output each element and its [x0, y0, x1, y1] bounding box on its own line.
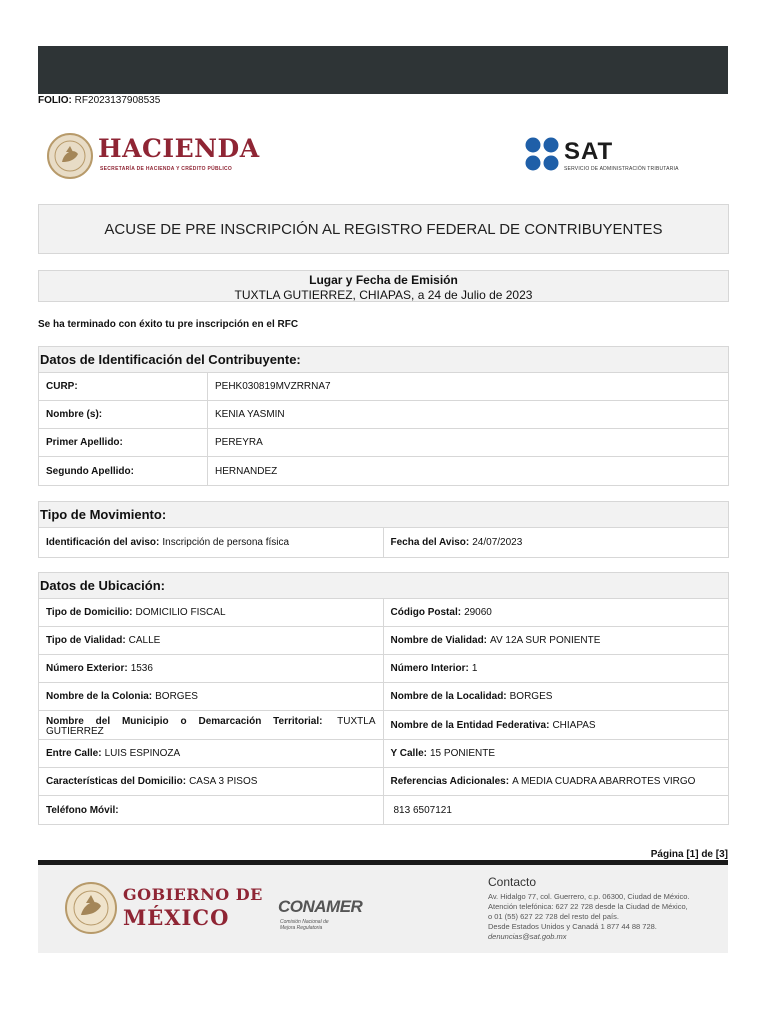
- table-row: [39, 401, 728, 429]
- mexico-seal-icon: [64, 879, 118, 937]
- municipio-label: Nombre del Municipio o Demarcación Territorial:: [46, 715, 323, 727]
- table-row: [39, 528, 728, 557]
- telefono-movil: [39, 796, 384, 824]
- nombre-vialidad-value: AV 12A SUR PONIENTE: [490, 635, 601, 646]
- colonia-value: BORGES: [155, 691, 198, 702]
- tipo-vialidad-label: Tipo de Vialidad:: [46, 635, 126, 646]
- numero-exterior: [39, 655, 384, 682]
- sat-subtitle: SERVICIO DE ADMINISTRACIÓN TRIBUTARIA: [564, 166, 679, 172]
- table-row: [39, 429, 728, 457]
- conamer-wordmark: CONAMER: [278, 897, 363, 916]
- entidad-federativa-label: Nombre de la Entidad Federativa:: [390, 719, 550, 731]
- hacienda-wordmark: HACIENDA: [98, 134, 260, 163]
- localidad-label: Nombre de la Localidad:: [390, 691, 507, 702]
- municipio-value: TUXTLA GUTIERREZ: [46, 715, 376, 737]
- place-date-box: [38, 270, 729, 302]
- numero-exterior-value: 1536: [130, 663, 153, 674]
- telefono-movil-number: [384, 796, 729, 824]
- caracteristicas: [39, 768, 384, 795]
- movimiento-section: [38, 501, 729, 558]
- numero-interior-label: Número Interior:: [390, 663, 469, 674]
- folio-value: RF2023137908535: [74, 95, 161, 106]
- success-message: Se ha terminado con éxito tu pre inscripción en el RFC: [38, 319, 299, 330]
- identificacion-section: [38, 346, 729, 486]
- gobierno-wordmark: GOBIERNO DE: [123, 885, 263, 904]
- contact-phone-national: o 01 (55) 627 22 728 del resto del país.: [488, 912, 619, 921]
- telefono-movil-value: 813 6507121: [393, 804, 452, 816]
- contact-phone-usa: Desde Estados Unidos y Canadá 1 877 44 88 728.: [488, 922, 657, 931]
- sat-wordmark: SAT: [564, 138, 614, 165]
- localidad: [384, 683, 729, 710]
- footer: [38, 865, 728, 953]
- movimiento-heading: Tipo de Movimiento:: [39, 502, 728, 528]
- contact-address: Av. Hidalgo 77, col. Guerrero, c.p. 06300, Ciudad de México.: [488, 892, 690, 901]
- table-row: [39, 740, 728, 768]
- table-row: [39, 711, 728, 740]
- hacienda-subtitle: SECRETARÍA DE HACIENDA Y CRÉDITO PÚBLICO: [100, 166, 233, 172]
- table-row: [39, 768, 728, 796]
- sat-logo: [524, 136, 694, 176]
- tipo-domicilio-label: Tipo de Domicilio:: [46, 607, 133, 618]
- nombre-value: KENIA YASMIN: [215, 409, 285, 420]
- top-banner: [38, 46, 728, 94]
- entre-calle-label: Entre Calle:: [46, 748, 102, 759]
- identificacion-aviso: [39, 528, 384, 557]
- codigo-postal: [384, 599, 729, 626]
- place-value: TUXTLA GUTIERREZ, CHIAPAS, a 24 de Julio de 2023: [234, 288, 533, 302]
- table-row: [39, 373, 728, 401]
- y-calle: [384, 740, 729, 767]
- mexico-seal-icon: [46, 132, 94, 180]
- entidad-federativa: [384, 711, 729, 739]
- colonia: [39, 683, 384, 710]
- y-calle-label: Y Calle:: [390, 748, 427, 759]
- caracteristicas-label: Características del Domicilio:: [46, 776, 187, 787]
- referencias-label: Referencias Adicionales:: [390, 776, 510, 787]
- numero-exterior-label: Número Exterior:: [46, 663, 128, 674]
- fecha-aviso-value: 24/07/2023: [472, 537, 523, 548]
- table-row: [39, 796, 728, 824]
- tipo-vialidad: [39, 627, 384, 654]
- identificacion-aviso-label: Identificación del aviso:: [46, 537, 160, 548]
- table-row: [39, 683, 728, 711]
- numero-interior: [384, 655, 729, 682]
- table-row: [39, 599, 728, 627]
- contact-title: Contacto: [488, 875, 537, 889]
- nombre-label: Nombre (s):: [39, 401, 208, 428]
- segundo-apellido-label: Segundo Apellido:: [39, 457, 208, 485]
- curp-label: CURP:: [39, 373, 208, 400]
- localidad-value: BORGES: [509, 691, 553, 702]
- identificacion-heading: Datos de Identificación del Contribuyente:: [39, 347, 728, 373]
- table-row: [39, 655, 728, 683]
- fecha-aviso-label: Fecha del Aviso:: [390, 537, 470, 548]
- conamer-subtitle: Comisión Nacional de Mejora Regulatoria: [280, 919, 329, 931]
- entidad-federativa-value: CHIAPAS: [552, 719, 596, 731]
- folio-label: FOLIO:: [38, 95, 72, 106]
- ubicacion-section: [38, 572, 729, 825]
- caracteristicas-value: CASA 3 PISOS: [189, 776, 258, 787]
- contact-block: [488, 875, 724, 942]
- municipio: [39, 711, 384, 739]
- primer-apellido-label: Primer Apellido:: [39, 429, 208, 456]
- codigo-postal-value: 29060: [464, 607, 492, 618]
- ubicacion-heading: Datos de Ubicación:: [39, 573, 728, 599]
- referencias: [384, 768, 729, 795]
- nombre-vialidad: [384, 627, 729, 654]
- y-calle-value: 15 PONIENTE: [430, 748, 496, 759]
- hacienda-logo: [46, 132, 276, 184]
- identificacion-aviso-value: Inscripción de persona física: [162, 537, 290, 548]
- mexico-wordmark: MÉXICO: [123, 905, 230, 930]
- tipo-domicilio: [39, 599, 384, 626]
- tipo-vialidad-value: CALLE: [128, 635, 161, 646]
- contact-email-link[interactable]: denuncias@sat.gob.mx: [488, 932, 567, 941]
- table-row: [39, 457, 728, 485]
- contact-phone-cdmx: Atención telefónica: 627 22 728 desde la Ciudad de México,: [488, 902, 688, 911]
- fecha-aviso: [384, 528, 729, 557]
- sat-dots-icon: [524, 136, 560, 172]
- entre-calle: [39, 740, 384, 767]
- telefono-movil-label: Teléfono Móvil:: [46, 804, 119, 816]
- table-row: [39, 627, 728, 655]
- place-label: Lugar y Fecha de Emisión: [309, 273, 458, 287]
- curp-value: PEHK030819MVZRRNA7: [215, 381, 331, 392]
- numero-interior-value: 1: [471, 663, 478, 674]
- entre-calle-value: LUIS ESPINOZA: [104, 748, 181, 759]
- document-title: ACUSE DE PRE INSCRIPCIÓN AL REGISTRO FEDERAL DE CONTRIBUYENTES: [38, 204, 729, 254]
- segundo-apellido-value: HERNANDEZ: [215, 465, 278, 477]
- codigo-postal-label: Código Postal:: [390, 607, 462, 618]
- conamer-logo: [278, 897, 363, 931]
- tipo-domicilio-value: DOMICILIO FISCAL: [135, 607, 226, 618]
- page-number: Página [1] de [3]: [650, 849, 728, 860]
- folio: [38, 95, 160, 106]
- colonia-label: Nombre de la Colonia:: [46, 691, 153, 702]
- primer-apellido-value: PEREYRA: [215, 437, 263, 448]
- referencias-value: A MEDIA CUADRA ABARROTES VIRGO: [512, 776, 696, 787]
- nombre-vialidad-label: Nombre de Vialidad:: [390, 635, 488, 646]
